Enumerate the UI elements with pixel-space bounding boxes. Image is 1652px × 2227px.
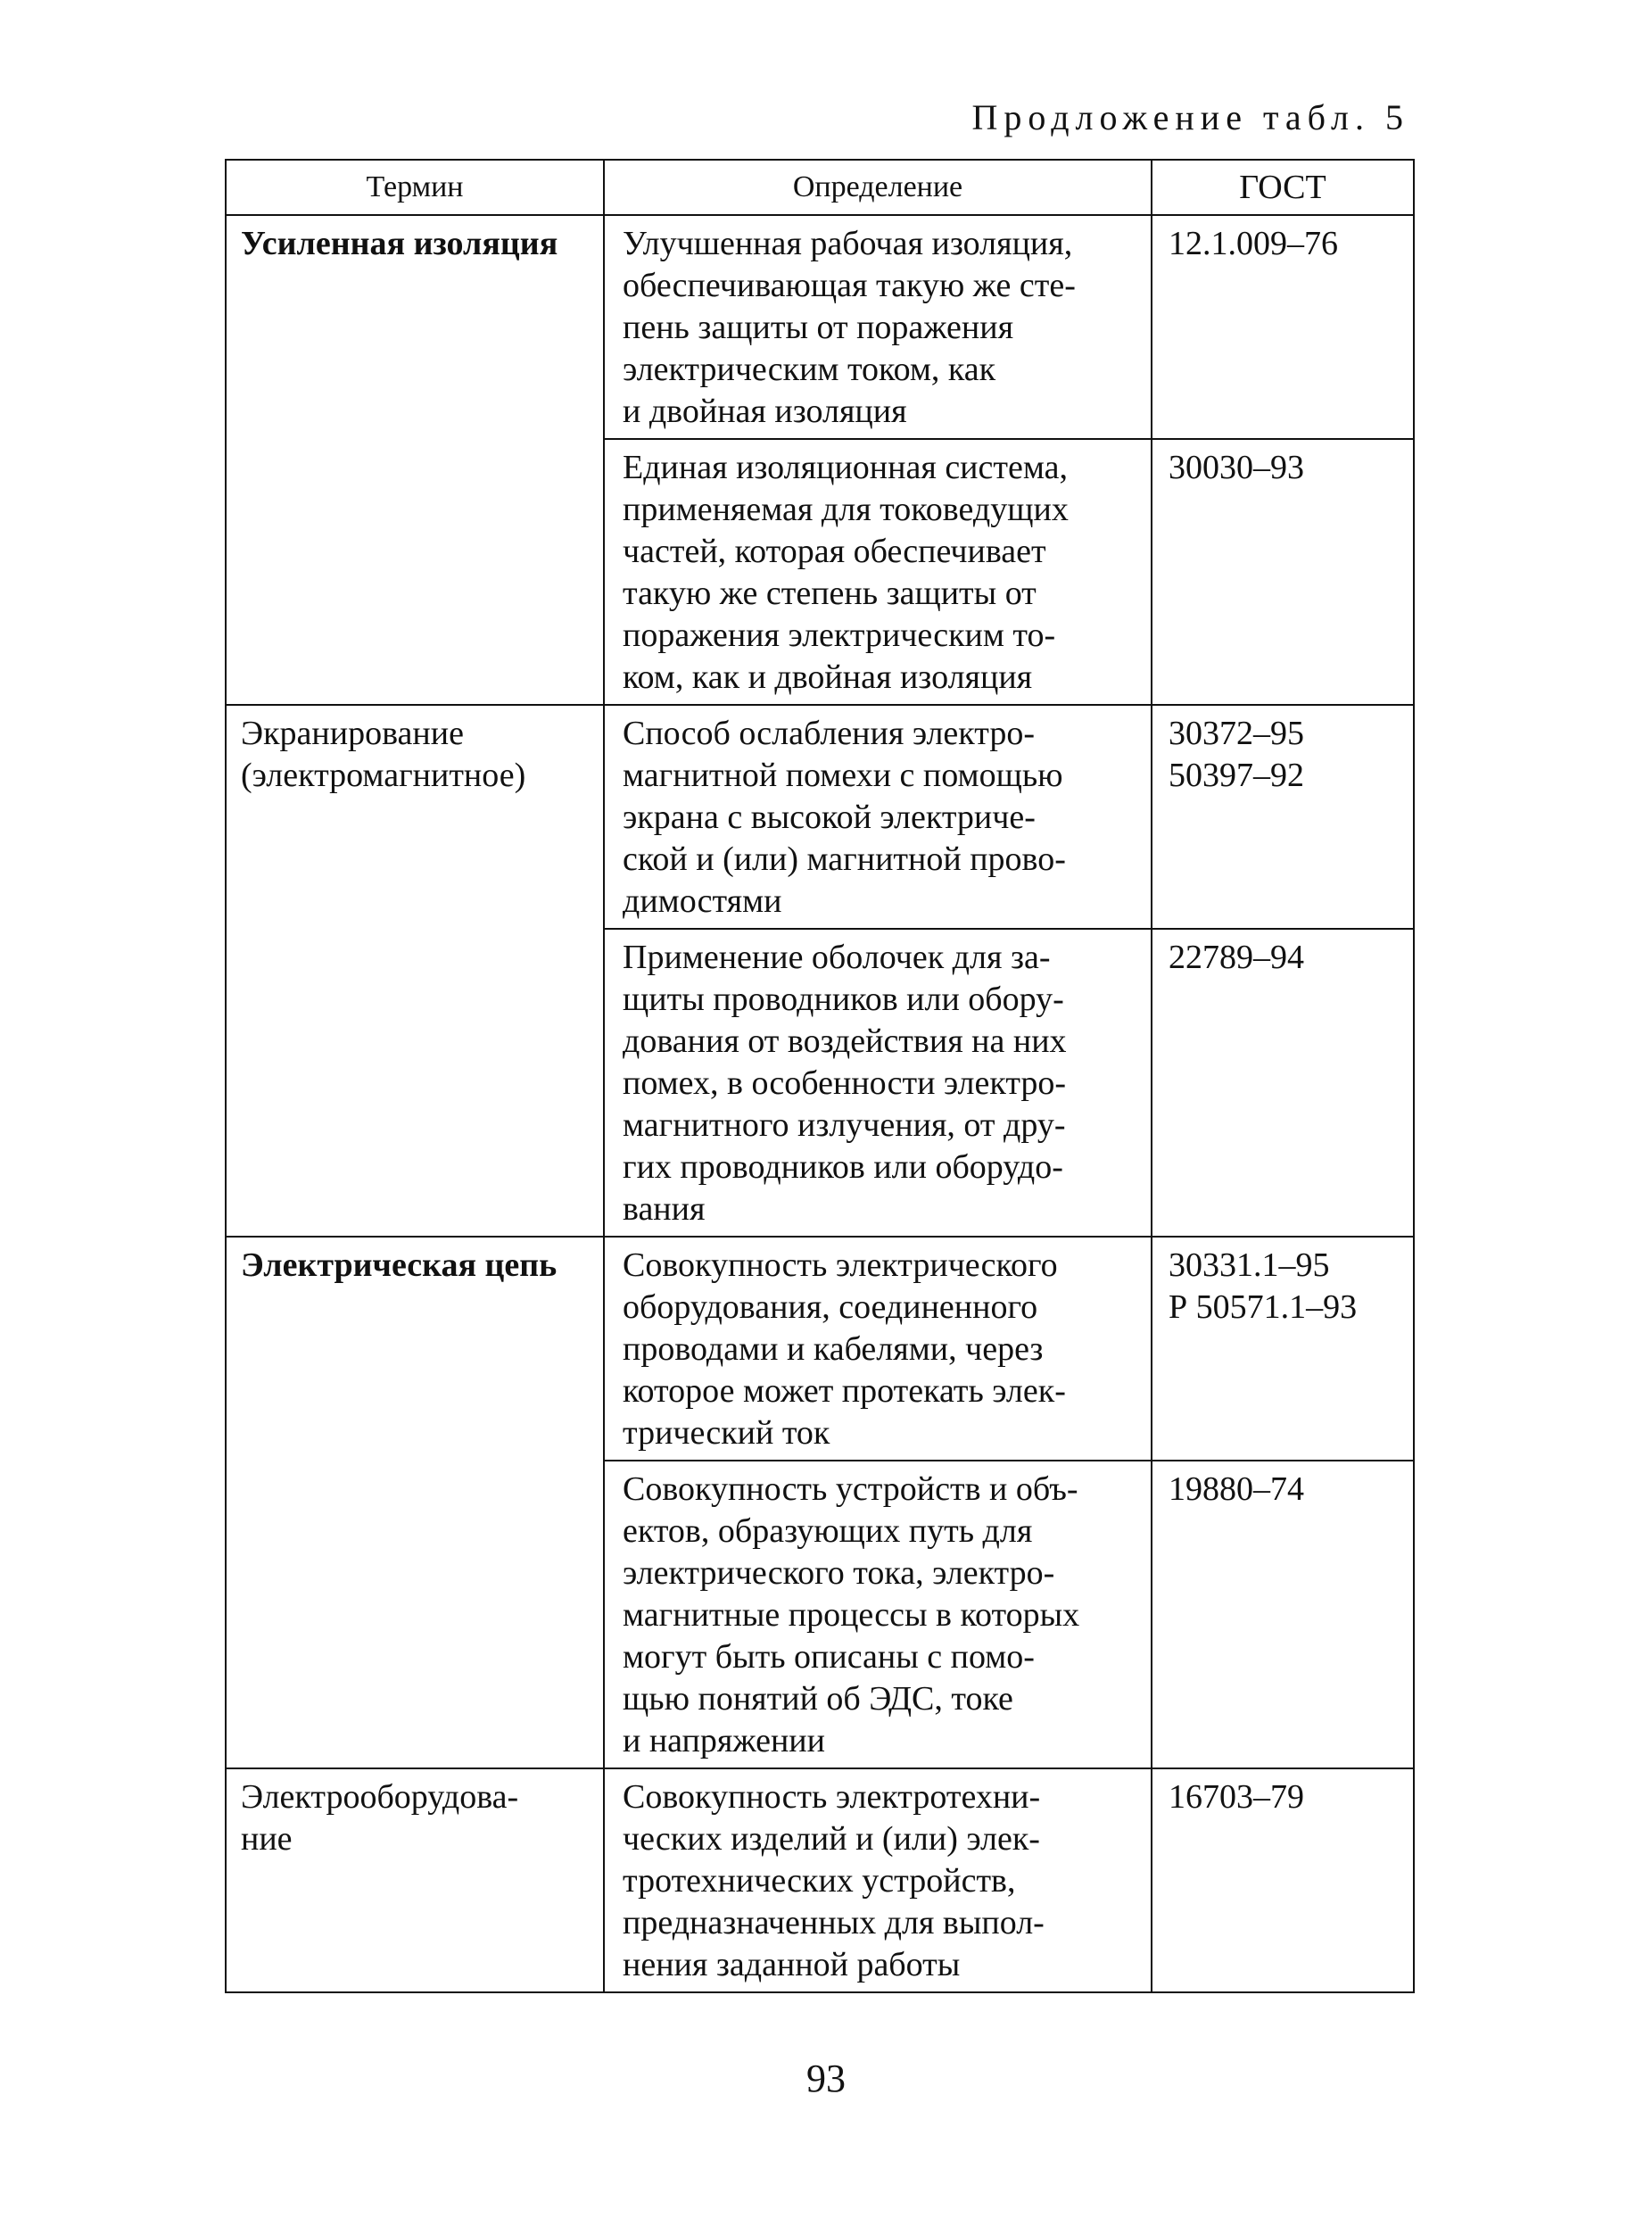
definition-cell bbox=[604, 439, 1152, 705]
gost-cell bbox=[1152, 929, 1414, 1237]
definition-text-line: Применение оболочек для за- bbox=[623, 939, 1051, 976]
definition-text-line: вания bbox=[623, 1190, 706, 1228]
definition-text-line: ской и (или) магнитной прово- bbox=[623, 840, 1066, 878]
table-body bbox=[226, 215, 1414, 1992]
table-row bbox=[226, 1237, 1414, 1461]
definition-cell bbox=[604, 929, 1152, 1237]
gost-cell bbox=[1152, 1768, 1414, 1992]
gost-cell bbox=[1152, 215, 1414, 439]
definition-text-line: пень защиты от поражения bbox=[623, 309, 1014, 346]
table-continuation-caption: Продложение табл. 5 bbox=[971, 97, 1409, 137]
gost-number: 50397–92 bbox=[1169, 757, 1304, 794]
table-row bbox=[226, 705, 1414, 929]
definition-text-line: тротехнических устройств, bbox=[623, 1862, 1016, 1900]
definition-text-line: щью понятий об ЭДС, токе bbox=[623, 1680, 1013, 1718]
definition-text-line: магнитного излучения, от дру- bbox=[623, 1106, 1066, 1144]
term-text-line: Экранирование bbox=[241, 715, 464, 752]
definition-text-line: экрана с высокой электриче- bbox=[623, 799, 1036, 836]
definition-text-line: Совокупность электротехни- bbox=[623, 1778, 1041, 1816]
gost-cell bbox=[1152, 705, 1414, 929]
definition-text-line: оборудования, соединенного bbox=[623, 1288, 1038, 1326]
term-cell bbox=[226, 1237, 604, 1768]
definition-text-line: магнитные процессы в которых bbox=[623, 1596, 1080, 1634]
definition-text-line: Единая изоляционная система, bbox=[623, 449, 1069, 486]
gost-cell bbox=[1152, 439, 1414, 705]
definition-text-line: которое может протекать элек- bbox=[623, 1372, 1066, 1410]
header-term: Термин bbox=[226, 160, 604, 215]
definition-text-line: щиты проводников или обору- bbox=[623, 981, 1064, 1018]
gost-number: 30331.1–95 bbox=[1169, 1246, 1330, 1284]
table-row bbox=[226, 1768, 1414, 1992]
term-text-line: (электромагнитное) bbox=[241, 757, 526, 794]
definition-text-line: ектов, образующих путь для bbox=[623, 1512, 1033, 1550]
definition-text-line: ческих изделий и (или) элек- bbox=[623, 1820, 1040, 1858]
gost-number: 30030–93 bbox=[1169, 449, 1304, 486]
definition-text-line: применяемая для токоведущих bbox=[623, 491, 1069, 528]
definition-text-line: поражения электрическим то- bbox=[623, 617, 1056, 654]
definition-text-line: проводами и кабелями, через bbox=[623, 1330, 1044, 1368]
page-number: 93 bbox=[806, 2057, 846, 2100]
definition-text-line: нения заданной работы bbox=[623, 1946, 961, 1983]
gost-number: 22789–94 bbox=[1169, 939, 1304, 976]
gost-number: 12.1.009–76 bbox=[1169, 225, 1338, 262]
definition-cell bbox=[604, 1237, 1152, 1461]
definition-text-line: обеспечивающая такую же сте- bbox=[623, 267, 1076, 304]
gost-cell bbox=[1152, 1237, 1414, 1461]
definition-cell bbox=[604, 1768, 1152, 1992]
definition-text-line: помех, в особенности электро- bbox=[623, 1064, 1067, 1102]
term-cell bbox=[226, 215, 604, 705]
definition-text-line: такую же степень защиты от bbox=[623, 575, 1037, 612]
term-text-line: ние bbox=[241, 1820, 293, 1858]
definition-cell bbox=[604, 705, 1152, 929]
definition-text-line: Улучшенная рабочая изоляция, bbox=[623, 225, 1073, 262]
term-text-line: Усиленная изоляция bbox=[241, 225, 558, 262]
definition-text-line: дования от воздействия на них bbox=[623, 1022, 1067, 1060]
term-cell bbox=[226, 705, 604, 1237]
terms-table bbox=[225, 159, 1415, 1993]
definition-text-line: электрическим током, как bbox=[623, 351, 996, 388]
header-gost: ГОСТ bbox=[1152, 160, 1414, 215]
definition-text-line: Способ ослабления электро- bbox=[623, 715, 1035, 752]
gost-number: Р 50571.1–93 bbox=[1169, 1288, 1358, 1326]
definition-text-line: частей, которая обеспечивает bbox=[623, 533, 1046, 570]
definition-text-line: и напряжении bbox=[623, 1722, 825, 1759]
definition-text-line: Совокупность электрического bbox=[623, 1246, 1058, 1284]
definition-cell bbox=[604, 215, 1152, 439]
term-text-line: Электрооборудова- bbox=[241, 1778, 519, 1816]
gost-number: 19880–74 bbox=[1169, 1470, 1304, 1508]
definition-text-line: электрического тока, электро- bbox=[623, 1554, 1055, 1592]
definition-text-line: гих проводников или оборудо- bbox=[623, 1148, 1063, 1186]
definition-text-line: димостями bbox=[623, 882, 782, 920]
table-header-row bbox=[226, 160, 1414, 215]
definition-text-line: и двойная изоляция bbox=[623, 393, 907, 430]
definition-text-line: ком, как и двойная изоляция bbox=[623, 658, 1033, 696]
definition-text-line: магнитной помехи с помощью bbox=[623, 757, 1063, 794]
gost-number: 16703–79 bbox=[1169, 1778, 1304, 1816]
definition-text-line: предназначенных для выпол- bbox=[623, 1904, 1045, 1941]
gost-cell bbox=[1152, 1461, 1414, 1768]
term-text-line: Электрическая цепь bbox=[241, 1246, 558, 1284]
definition-text-line: Совокупность устройств и объ- bbox=[623, 1470, 1078, 1508]
definition-text-line: трический ток bbox=[623, 1414, 830, 1452]
term-cell bbox=[226, 1768, 604, 1992]
table-row bbox=[226, 215, 1414, 439]
definition-cell bbox=[604, 1461, 1152, 1768]
definition-text-line: могут быть описаны с помо- bbox=[623, 1638, 1035, 1676]
header-definition: Определение bbox=[604, 160, 1152, 215]
gost-number: 30372–95 bbox=[1169, 715, 1304, 752]
